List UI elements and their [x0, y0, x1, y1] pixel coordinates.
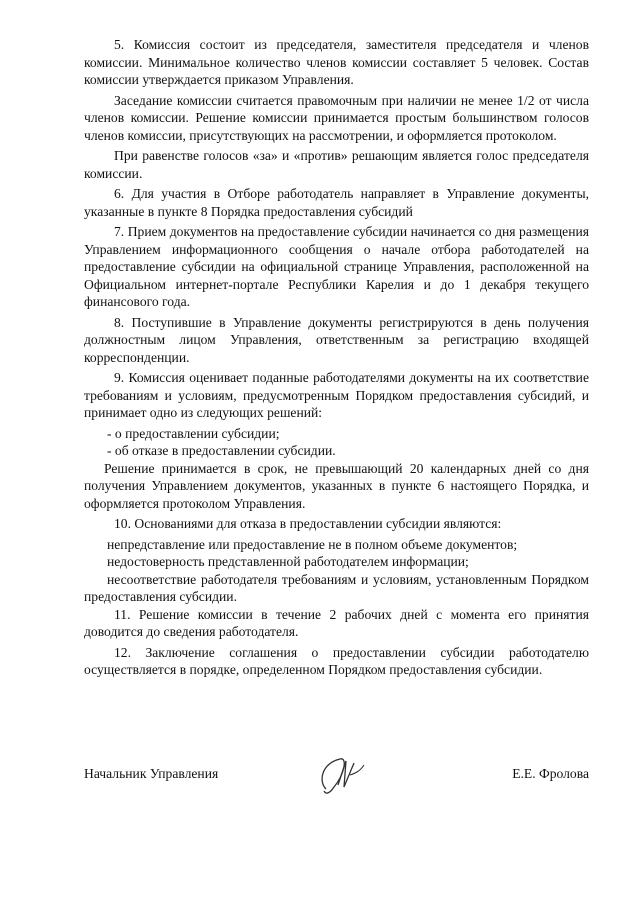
refusal-reason-2: недостоверность представленной работодателем информации; [107, 554, 469, 569]
paragraph-5: 5. Комиссия состоит из председателя, заместителя председателя и членов комиссии. Минимальное количество членов комиссии составляет 5 человек. Состав комиссии утверждается приказом Управления. [84, 37, 589, 87]
list-item-grant: - о предоставлении субсидии; [107, 425, 280, 441]
paragraph-9: 9. Комиссия оценивает поданные работодателями документы на их соответствие требованиям и условиям, предусмотренным Порядком предоставления субсидий, и принимает одно из следующих решений: [84, 370, 589, 420]
list-item-refuse: - об отказе в предоставлении субсидии. [107, 443, 336, 458]
paragraph-quorum: Заседание комиссии считается правомочным при наличии не менее 1/2 от числа членов комиссии. Решение комиссии принимается простым большинством голосов членов комиссии, присутствующих на рассмотрении, и оформляется протоколом. [84, 92, 589, 143]
paragraph-10: 10. Основаниями для отказа в предоставлении субсидии являются: [114, 516, 502, 531]
signatory-title: Начальник Управления [84, 766, 219, 781]
paragraph-7: 7. Прием документов на предоставление субсидии начинается со дня размещения Управлением информационного сообщения о начале отбора работодателей на предоставление субсидии на официальной странице Управления, расположенной на Официальном интернет-портале Республики Карелия и до 1 декабря текущего финансового года. [84, 224, 589, 309]
paragraph-8: 8. Поступившие в Управление документы регистрируются в день получения должностным лицом Управления, ответственным за регистрацию входящей корреспонденции. [84, 314, 589, 365]
document-body [84, 36, 589, 682]
paragraph-11: 11. Решение комиссии в течение 2 рабочих дней с момента его принятия доводится до сведения работодателя. [84, 606, 589, 639]
refusal-reason-3: несоответствие работодателя требованиям и условиям, установленным Порядком предоставления субсидии. [84, 571, 589, 604]
signature-block [84, 765, 589, 825]
handwritten-signature [304, 745, 374, 805]
paragraph-12: 12. Заключение соглашения о предоставлении субсидии работодателю осуществляется в порядке, определенном Порядком предоставления субсидии. [84, 644, 589, 677]
signatory-name: Е.Е. Фролова [512, 766, 589, 781]
refusal-reason-1: непредставление или предоставление не в полном объеме документов; [107, 536, 518, 552]
paragraph-tie: При равенстве голосов «за» и «против» решающим является голос председателя комиссии. [84, 148, 589, 181]
paragraph-decision-term: Решение принимается в срок, не превышающий 20 календарных дней со дня получения Управлением документов, указанных в пункте 6 настоящего Порядка, и оформляется протоколом Управления. [84, 460, 589, 511]
paragraph-6: 6. Для участия в Отборе работодатель направляет в Управление документы, указанные в пункте 8 Порядка предоставления субсидий [84, 186, 589, 219]
